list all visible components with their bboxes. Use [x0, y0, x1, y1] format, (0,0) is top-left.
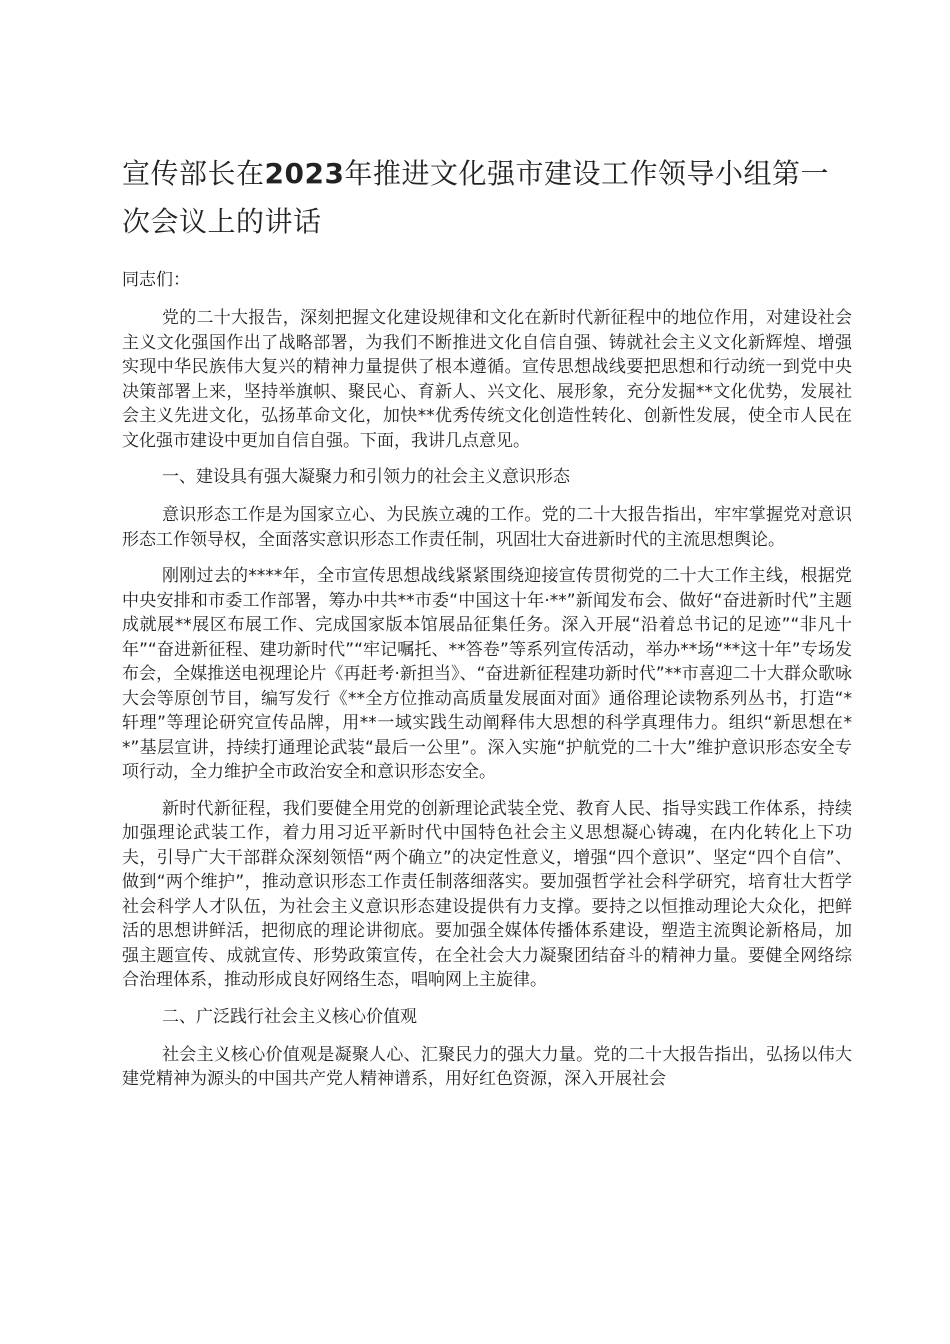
- paragraph-core-values: 社会主义核心价值观是凝聚人心、汇聚民力的强大力量。党的二十大报告指出，弘扬以伟大建党精神为源头的中国共产党人精神谱系，用好红色资源，深入开展社会: [122, 1044, 852, 1089]
- section-heading-2: 二、广泛践行社会主义核心价值观: [162, 1006, 417, 1027]
- title-year: 2023: [264, 157, 345, 190]
- title-part-1: 宣传部长在: [122, 157, 265, 190]
- paragraph-intro: 党的二十大报告，深刻把握文化建设规律和文化在新时代新征程中的地位作用，对建设社会主义文化强国作出了战略部署，为我们不断推进文化自信自强、铸就社会主义文化新辉煌、增强实现中华民族伟大复兴的精神力量提供了根本遵循。宣传思想战线要把思想和行动统一到党中央决策部署上来，坚持举旗帜、聚民心、育新人、兴文化、展形象，充分发掘**文化优势，发展社会主义先进文化，弘扬革命文化，加快**优秀传统文化创造性转化、创新性发展，使全市人民在文化强市建设中更加自信自强。下面，我讲几点意见。: [122, 308, 852, 451]
- paragraph-new-era: 新时代新征程，我们要健全用党的创新理论武装全党、教育人民、指导实践工作体系，持续加强理论武装工作，着力用习近平新时代中国特色社会主义思想凝心铸魂，在内化转化上下功夫，引导广大干部群众深刻领悟“两个确立”的决定性意义，增强“四个意识”、坚定“四个自信”、做到“两个维护”，推动意识形态工作责任制落细落实。要加强哲学社会科学研究，培育壮大哲学社会科学人才队伍，为社会主义意识形态建设提供有力支撑。要持之以恒推动理论大众化，把鲜活的思想讲鲜活，把彻底的理论讲彻底。要加强全媒体传播体系建设，塑造主流舆论新格局，加强主题宣传、成就宣传、形势政策宣传，在全社会大力凝聚团结奋斗的精神力量。要健全网络综合治理体系，推动形成良好网络生态，唱响网上主旋律。: [122, 798, 852, 990]
- title-part-2: 年推进文化强市建设工作领导小组第一次会议上的讲话: [122, 157, 829, 238]
- section-heading-1: 一、建设具有强大凝聚力和引领力的社会主义意识形态: [162, 467, 570, 487]
- document-page: [122, 150, 852, 1104]
- document-title: [122, 150, 852, 246]
- paragraph-review: 刚刚过去的****年，全市宣传思想战线紧紧围绕迎接宣传贯彻党的二十大工作主线，根据党中央安排和市委工作部署，筹办中共**市委“中国这十年·**”新闻发布会、做好“奋进新时代”主题成就展**展区布展工作、完成国家版本馆展品征集任务。深入开展“沿着总书记的足迹”“非凡十年”“奋进新征程、建功新时代”“牢记嘱托、**答卷”等系列宣传活动，举办**场“**这十年”专场发布会，全媒推送电视理论片《再赶考·新担当》、“奋进新征程建功新时代”**市喜迎二十大群众歌咏大会等原创节目，编写发行《**全方位推动高质量发展面对面》通俗理论读物系列丛书，打造“*轩理”等理论研究宣传品牌，用**一域实践生动阐释伟大思想的科学真理伟力。组织“新思想在**”基层宣讲，持续打通理论武装“最后一公里”。深入实施“护航党的二十大”维护意识形态安全专项行动，全力维护全市政治安全和意识形态安全。: [122, 566, 852, 782]
- paragraph-ideology-intro: 意识形态工作是为国家立心、为民族立魂的工作。党的二十大报告指出，牢牢掌握党对意识形态工作领导权，全面落实意识形态工作责任制，巩固壮大奋进新时代的主流思想舆论。: [122, 505, 852, 550]
- salutation: 同志们：: [122, 270, 190, 290]
